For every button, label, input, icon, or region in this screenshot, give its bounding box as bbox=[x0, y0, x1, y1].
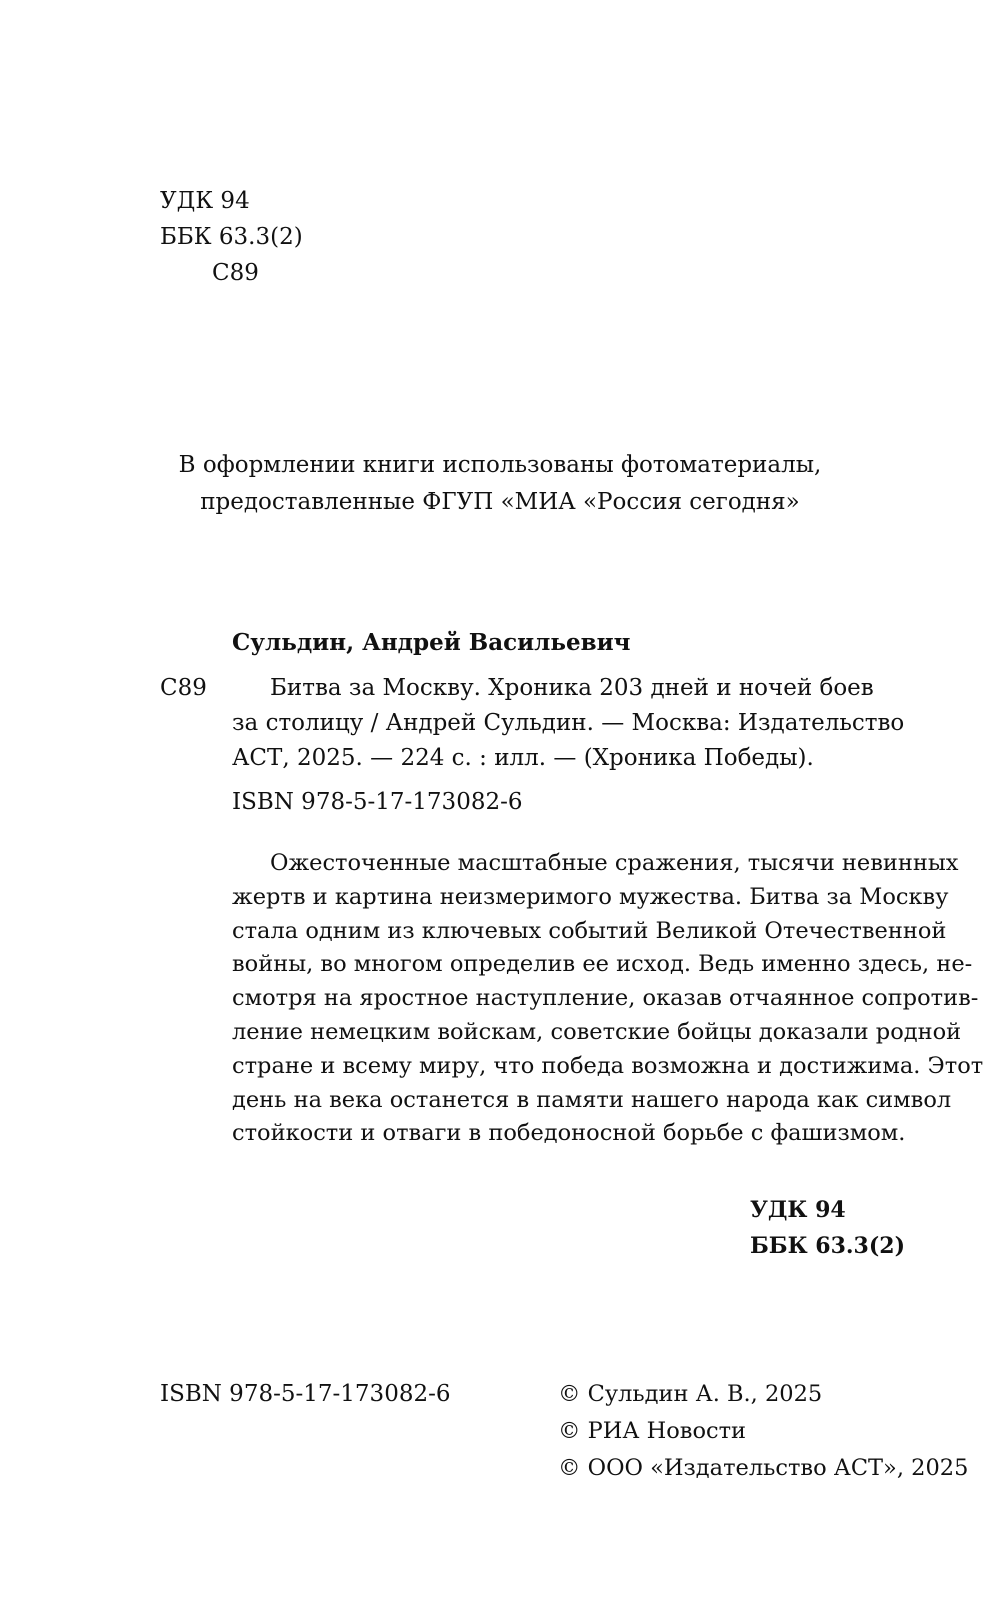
catalog-bbk: ББК 63.3(2) bbox=[160, 224, 303, 250]
annotation-line: стране и всему миру, что победа возможна и достижима. Этот bbox=[232, 1052, 984, 1079]
classification-udk: УДК 94 bbox=[750, 1197, 846, 1223]
catalog-udk: УДК 94 bbox=[160, 188, 250, 214]
copyright-list bbox=[558, 1376, 968, 1487]
annotation-line: стойкости и отваги в победоносной борьбе с фашизмом. bbox=[232, 1120, 906, 1147]
photo-credits bbox=[0, 447, 1000, 521]
annotation-line: день на века останется в памяти нашего народа как символ bbox=[232, 1086, 952, 1113]
annotation-line: ление немецким войскам, советские бойцы доказали родной bbox=[232, 1018, 962, 1045]
footer-isbn: ISBN 978-5-17-173082-6 bbox=[160, 1381, 451, 1407]
annotation-line: Ожесточенные масштабные сражения, тысячи невинных bbox=[270, 850, 959, 876]
annotation bbox=[232, 847, 984, 1151]
bib-description-line: за столицу / Андрей Сульдин. — Москва: Издательство bbox=[232, 710, 905, 736]
bib-isbn: ISBN 978-5-17-173082-6 bbox=[232, 789, 523, 815]
bib-description bbox=[232, 671, 905, 776]
copyright-line: © Сульдин А. В., 2025 bbox=[558, 1381, 823, 1407]
classification-bbk: ББК 63.3(2) bbox=[750, 1233, 905, 1259]
copyright-line: © РИА Новости bbox=[558, 1418, 747, 1444]
bib-author-mark: С89 bbox=[160, 675, 207, 701]
bib-description-line: АСТ, 2025. — 224 с. : илл. — (Хроника Победы). bbox=[232, 745, 814, 771]
photo-credits-line: В оформлении книги использованы фотоматериалы, bbox=[178, 452, 822, 478]
annotation-line: смотря на яростное наступление, оказав отчаянное сопротив- bbox=[232, 985, 979, 1012]
annotation-line: жертв и картина неизмеримого мужества. Битва за Москву bbox=[232, 883, 949, 910]
author-heading: Сульдин, Андрей Васильевич bbox=[232, 629, 631, 656]
photo-credits-line: предоставленные ФГУП «МИА «Россия сегодня» bbox=[200, 489, 800, 515]
bib-description-line: Битва за Москву. Хроника 203 дней и ночей боев bbox=[270, 675, 874, 701]
annotation-line: стала одним из ключевых событий Великой Отечественной bbox=[232, 917, 947, 944]
catalog-author-mark: С89 bbox=[212, 260, 259, 286]
copyright-line: © ООО «Издательство АСТ», 2025 bbox=[558, 1455, 969, 1481]
annotation-line: войны, во многом определив ее исход. Ведь именно здесь, не- bbox=[232, 951, 973, 978]
